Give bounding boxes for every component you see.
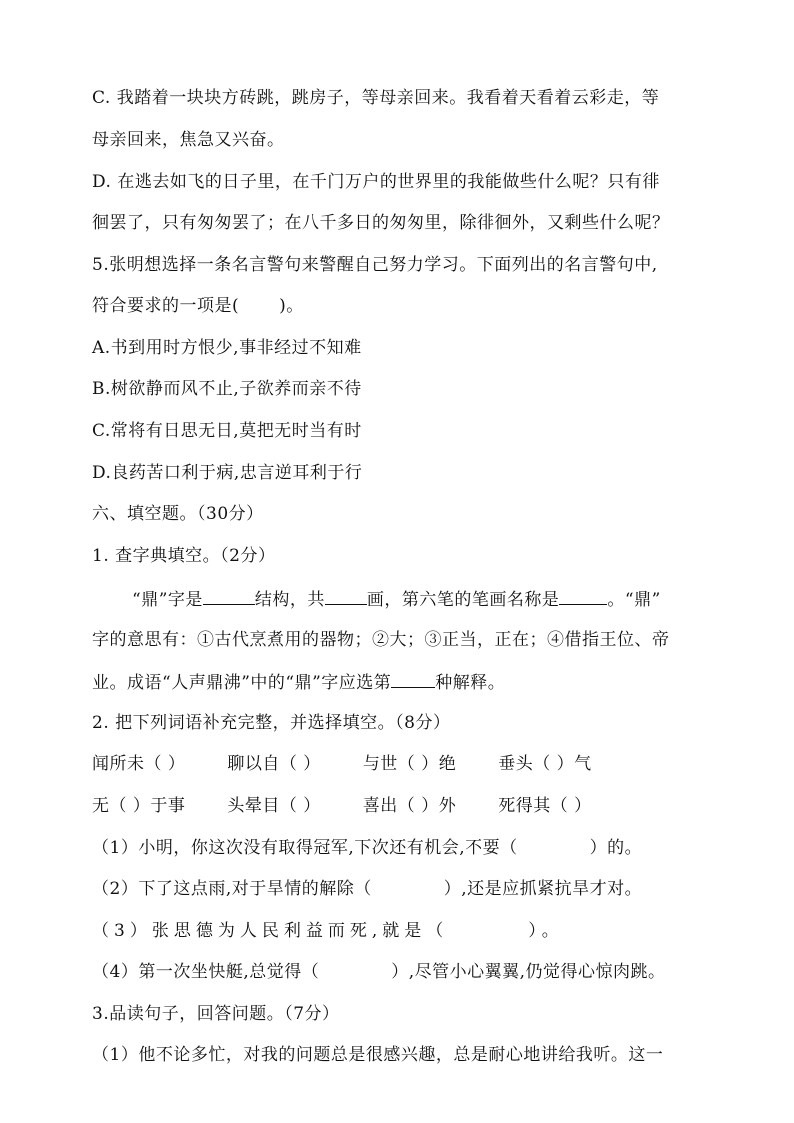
q4-option-c-line1: C. 我踏着一块块方砖跳，跳房子，等母亲回来。我看着天看着云彩走，等 (92, 88, 660, 108)
idiom-item: 喜出（ ）外 (362, 796, 457, 816)
sentence-text: ）。 (528, 921, 564, 941)
fill-blank-meaning[interactable] (391, 669, 435, 688)
sentence-text: （4）第一次坐快艇,总觉得（ (92, 962, 320, 982)
q6-2-sentence-2 (92, 877, 708, 901)
sentence-text: （3）张思德为人民利益而死,就是（ (92, 921, 449, 941)
sentence-text: （1）小明，你这次没有取得冠军,下次还有机会,不要（ (92, 838, 518, 858)
q5-stem-close: )。 (279, 296, 304, 316)
sentence-text: ）的。 (589, 838, 643, 858)
q6-1-line2: 字的意思有：①古代烹煮用的器物；②大；③正当，正在；④借指王位、帝 (92, 630, 670, 650)
q5-option-a: A.书到用时方恨少,事非经过不知难 (92, 338, 362, 358)
q5-stem-line1: 5.张明想选择一条名言警句来警醒自己努力学习。下面列出的名言警句中, (92, 255, 658, 275)
q6-1-text-e: 业。成语“人声鼎沸”中的“鼎”字应选第 (92, 673, 392, 693)
q5-option-c: C.常将有日思无日,莫把无时当有时 (92, 421, 362, 441)
q6-1-text-a: “鼎”字是 (132, 590, 203, 610)
q5-option-d: D.良药苦口利于病,忠言逆耳利于行 (92, 463, 363, 483)
q4-option-c-line2: 母亲回来，焦急又兴奋。 (92, 130, 285, 150)
idiom-item: 与世（ ）绝 (362, 754, 457, 774)
idiom-row-2 (92, 794, 708, 818)
q6-2-sentence-1 (92, 836, 708, 860)
q4-option-d-line1: D. 在逃去如飞的日子里，在千门万户的世界里的我能做些什么呢？只有徘 (92, 172, 660, 192)
q6-1-text-b: 结构，共 (254, 590, 325, 610)
fill-blank-structure[interactable] (203, 586, 255, 605)
q6-3-heading: 3.品读句子，回答问题。（7分） (92, 1004, 340, 1024)
q5-stem-text: 符合要求的一项是( (92, 296, 240, 316)
section-six-heading: 六、填空题。（30分） (92, 504, 264, 524)
q6-2-sentence-4 (92, 960, 708, 984)
idiom-item: 聊以自（ ） (227, 754, 321, 774)
fill-blank-stroke-name[interactable] (559, 586, 607, 605)
q4-option-d-line2: 徊罢了，只有匆匆罢了；在八千多日的匆匆里，除徘徊外，又剩些什么呢？ (92, 213, 670, 233)
q6-2-sentence-3 (92, 919, 708, 943)
idiom-item: 垂头（ ）气 (498, 754, 592, 774)
idiom-item: 死得其（ ） (498, 796, 592, 816)
q5-stem-line2 (92, 294, 708, 318)
q6-1-text-c: 画，第六笔的笔画名称是 (366, 590, 560, 610)
q6-3-sentence-1: （1）他不论多忙，对我的问题总是很感兴趣，总是耐心地讲给我听。这一 (92, 1045, 664, 1065)
idiom-item: 头晕目（ ） (227, 796, 321, 816)
sentence-text: ）,还是应抓紧抗旱才对。 (443, 879, 643, 899)
q6-1-line3 (92, 669, 708, 695)
q6-2-heading: 2. 把下列词语补充完整，并选择填空。（8分） (92, 713, 451, 733)
q6-1-text-f: 种解释。 (435, 673, 506, 693)
q6-1-heading: 1. 查字典填空。（2分） (92, 546, 276, 566)
idiom-item: 无（ ）于事 (92, 796, 186, 816)
q6-1-text-d: 。“鼎” (607, 590, 661, 610)
idiom-item: 闻所未（ ） (92, 754, 186, 774)
q5-option-b: B.树欲静而风不止,子欲养而亲不待 (92, 379, 362, 399)
q6-1-line1 (132, 586, 708, 612)
sentence-text: ）,尽管小心翼翼,仍觉得心惊肉跳。 (391, 962, 666, 982)
idiom-row-1 (92, 752, 708, 776)
sentence-text: （2）下了这点雨,对于旱情的解除（ (92, 879, 372, 899)
fill-blank-strokes[interactable] (325, 586, 367, 605)
